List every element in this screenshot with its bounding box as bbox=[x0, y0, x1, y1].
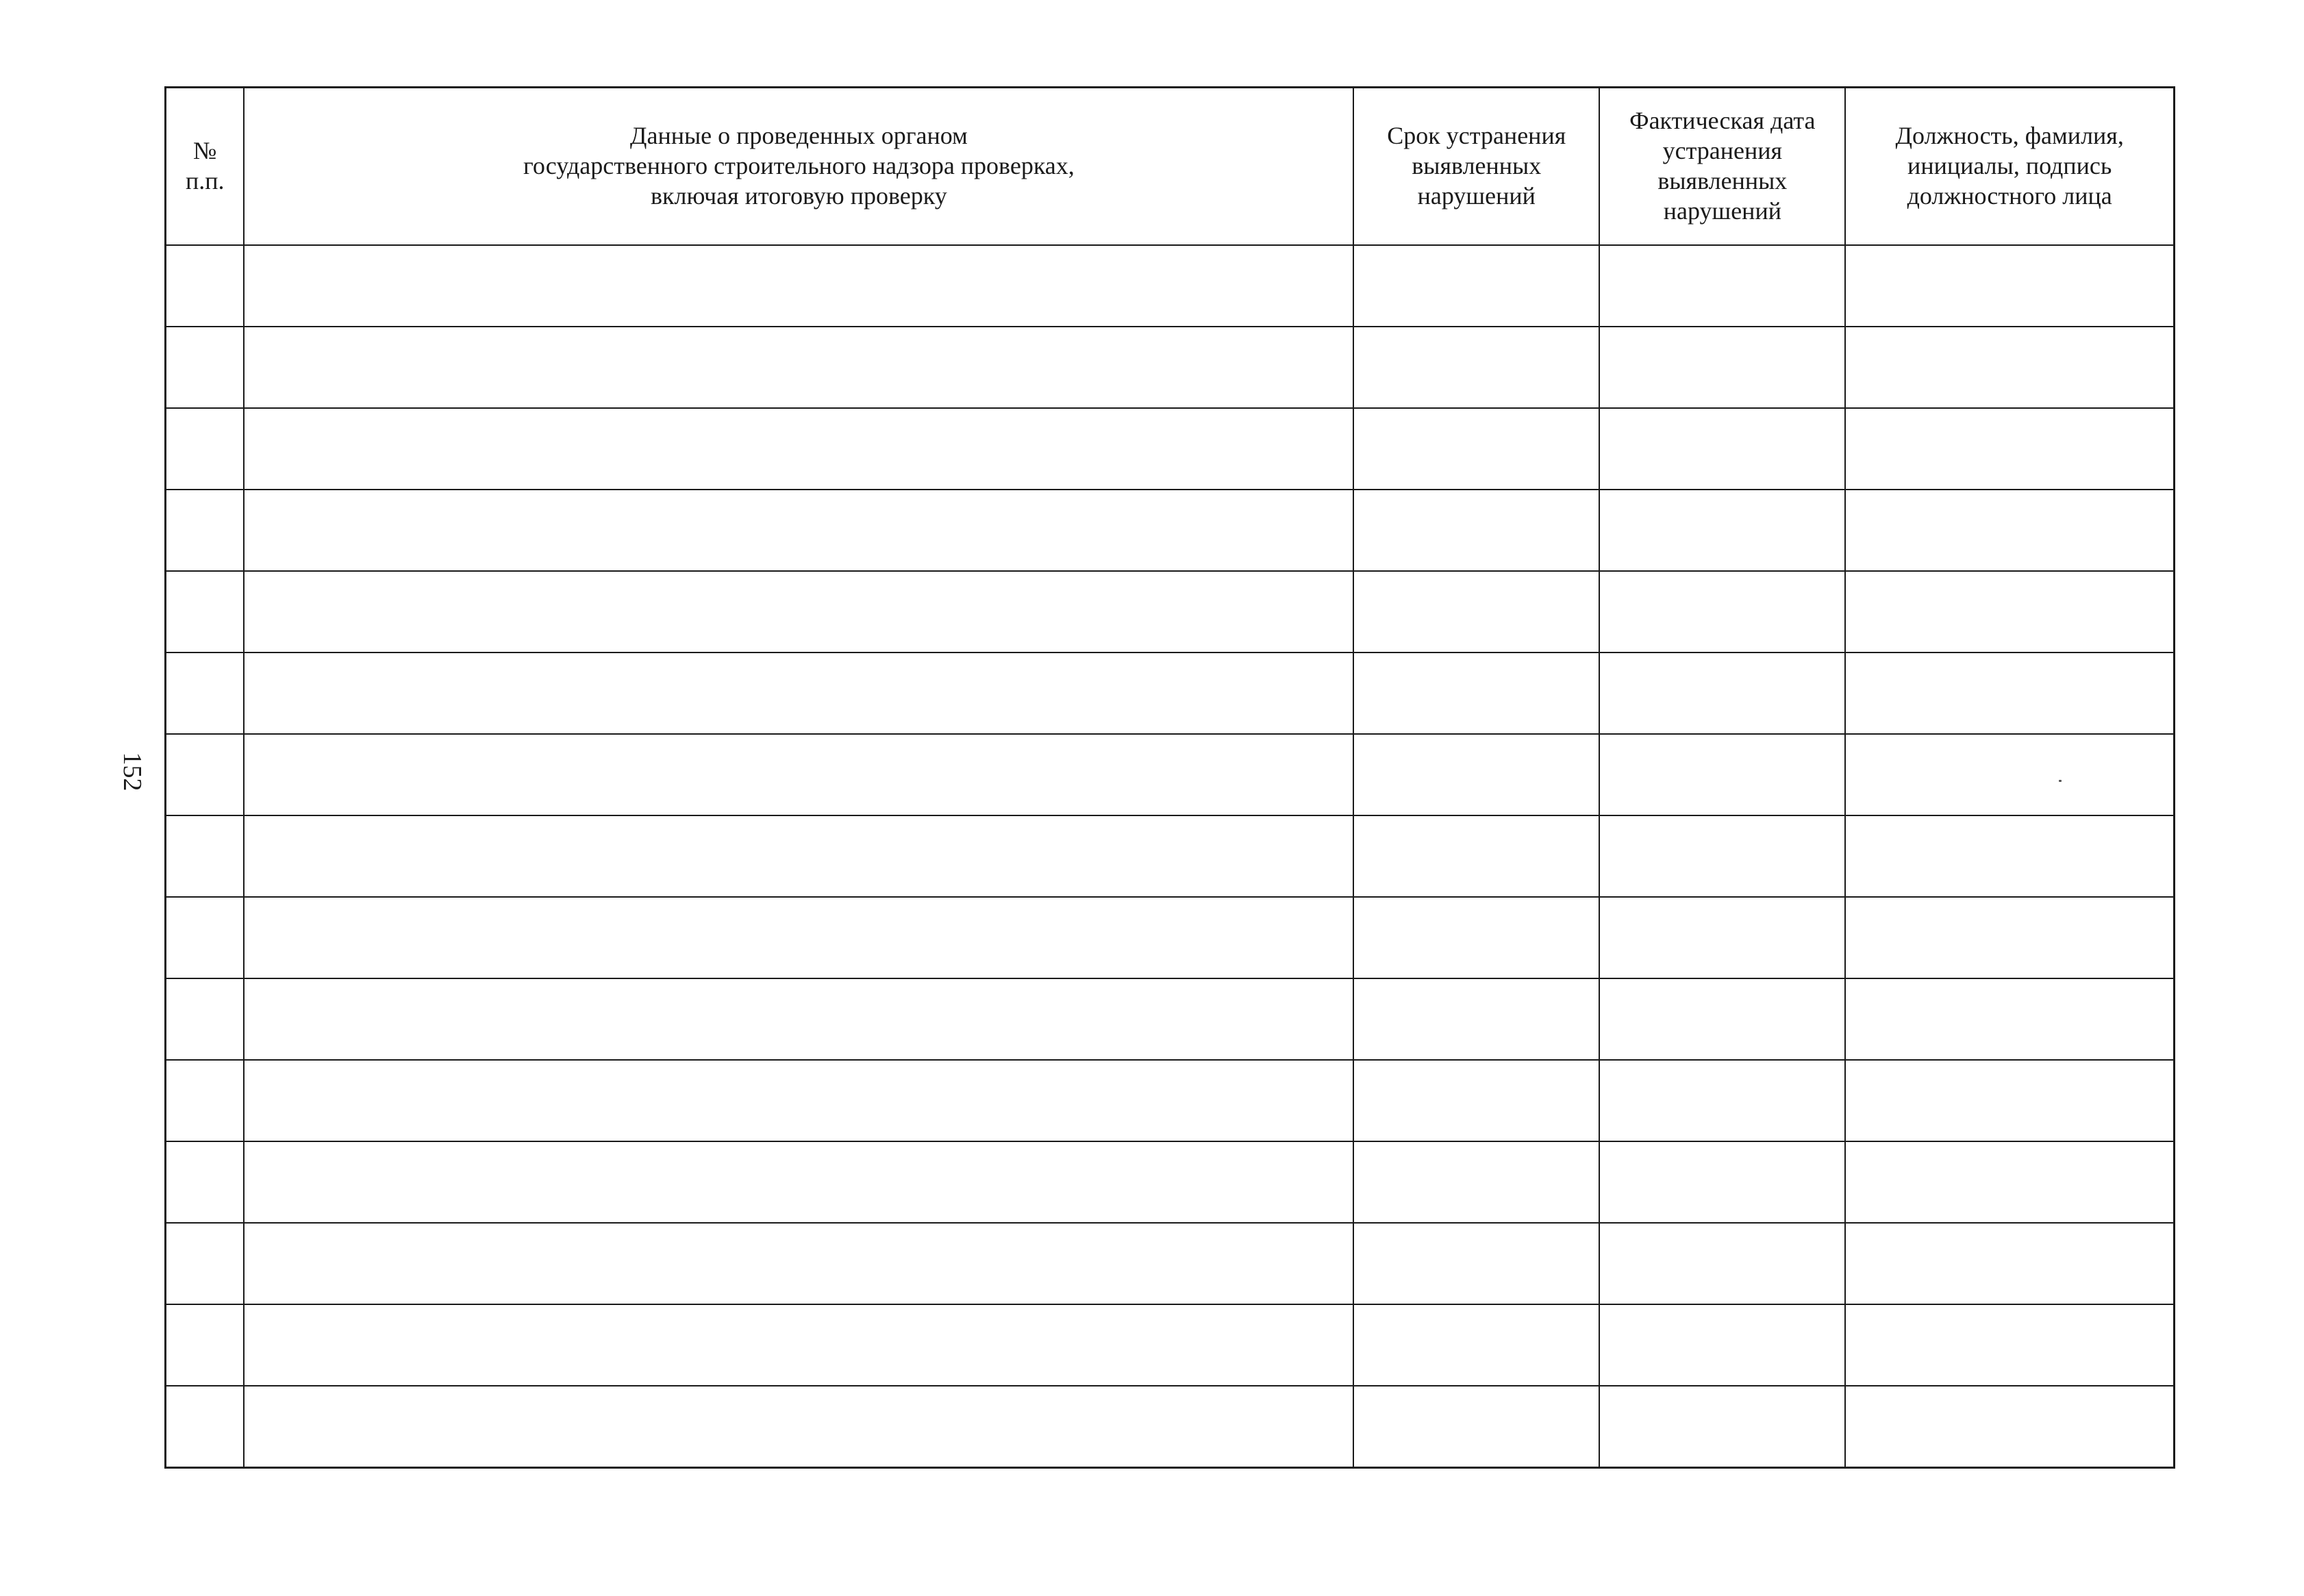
number-cell[interactable] bbox=[166, 897, 245, 978]
page-number: 152 bbox=[118, 752, 147, 791]
number-cell[interactable] bbox=[166, 1060, 245, 1141]
official-cell[interactable] bbox=[1845, 408, 2174, 490]
official-cell[interactable] bbox=[1845, 653, 2174, 734]
actual-date-cell[interactable] bbox=[1599, 490, 1845, 571]
deadline-cell[interactable] bbox=[1353, 1060, 1599, 1141]
inspection-data-cell[interactable] bbox=[244, 978, 1353, 1060]
deadline-cell[interactable] bbox=[1353, 653, 1599, 734]
inspection-data-cell[interactable] bbox=[244, 815, 1353, 897]
deadline-cell[interactable] bbox=[1353, 490, 1599, 571]
number-cell[interactable] bbox=[166, 490, 245, 571]
table-row bbox=[166, 1304, 2175, 1386]
actual-date-cell[interactable] bbox=[1599, 653, 1845, 734]
header-deadline bbox=[1353, 88, 1599, 246]
deadline-cell[interactable] bbox=[1353, 327, 1599, 408]
inspection-data-cell[interactable] bbox=[244, 1304, 1353, 1386]
inspection-data-cell[interactable] bbox=[244, 571, 1353, 653]
table-row bbox=[166, 1141, 2175, 1223]
table-row bbox=[166, 327, 2175, 408]
number-cell[interactable] bbox=[166, 1141, 245, 1223]
actual-date-cell[interactable] bbox=[1599, 408, 1845, 490]
table-row bbox=[166, 978, 2175, 1060]
official-cell[interactable] bbox=[1845, 490, 2174, 571]
actual-date-cell[interactable] bbox=[1599, 1060, 1845, 1141]
number-cell[interactable] bbox=[166, 1304, 245, 1386]
actual-date-cell[interactable] bbox=[1599, 734, 1845, 815]
inspection-data-cell[interactable] bbox=[244, 653, 1353, 734]
deadline-cell[interactable] bbox=[1353, 1223, 1599, 1304]
official-cell[interactable] bbox=[1845, 815, 2174, 897]
table-row bbox=[166, 490, 2175, 571]
official-cell[interactable] bbox=[1845, 734, 2174, 815]
official-cell[interactable] bbox=[1845, 1223, 2174, 1304]
inspection-data-cell[interactable] bbox=[244, 1223, 1353, 1304]
number-cell[interactable] bbox=[166, 1223, 245, 1304]
table-row bbox=[166, 897, 2175, 978]
scan-speck bbox=[2059, 780, 2062, 782]
official-cell[interactable] bbox=[1845, 1060, 2174, 1141]
deadline-cell[interactable] bbox=[1353, 245, 1599, 327]
number-cell[interactable] bbox=[166, 408, 245, 490]
table-row bbox=[166, 408, 2175, 490]
official-cell[interactable] bbox=[1845, 1304, 2174, 1386]
actual-date-cell[interactable] bbox=[1599, 571, 1845, 653]
actual-date-cell[interactable] bbox=[1599, 1386, 1845, 1468]
number-cell[interactable] bbox=[166, 327, 245, 408]
deadline-cell[interactable] bbox=[1353, 1141, 1599, 1223]
actual-date-cell[interactable] bbox=[1599, 897, 1845, 978]
number-cell[interactable] bbox=[166, 571, 245, 653]
actual-date-cell[interactable] bbox=[1599, 327, 1845, 408]
table-row bbox=[166, 1386, 2175, 1468]
inspection-data-cell[interactable] bbox=[244, 408, 1353, 490]
deadline-cell[interactable] bbox=[1353, 897, 1599, 978]
header-inspections bbox=[244, 88, 1353, 246]
table-row bbox=[166, 571, 2175, 653]
number-cell[interactable] bbox=[166, 734, 245, 815]
table-row bbox=[166, 653, 2175, 734]
number-cell[interactable] bbox=[166, 978, 245, 1060]
header-inspections-label: Данные о проведенных органом государственного строительного надзора проверках, включая итоговую проверку bbox=[523, 122, 1075, 210]
official-cell[interactable] bbox=[1845, 1141, 2174, 1223]
official-cell[interactable] bbox=[1845, 978, 2174, 1060]
deadline-cell[interactable] bbox=[1353, 408, 1599, 490]
inspection-data-cell[interactable] bbox=[244, 1386, 1353, 1468]
table-header bbox=[166, 88, 2175, 246]
header-deadline-label: Срок устранения выявленных нарушений bbox=[1387, 122, 1566, 210]
number-cell[interactable] bbox=[166, 1386, 245, 1468]
deadline-cell[interactable] bbox=[1353, 571, 1599, 653]
actual-date-cell[interactable] bbox=[1599, 245, 1845, 327]
number-cell[interactable] bbox=[166, 245, 245, 327]
inspection-data-cell[interactable] bbox=[244, 1141, 1353, 1223]
official-cell[interactable] bbox=[1845, 1386, 2174, 1468]
header-actual-date-label: Фактическая дата устранения выявленных нарушений bbox=[1629, 107, 1816, 225]
official-cell[interactable] bbox=[1845, 327, 2174, 408]
actual-date-cell[interactable] bbox=[1599, 1141, 1845, 1223]
table-row bbox=[166, 245, 2175, 327]
deadline-cell[interactable] bbox=[1353, 734, 1599, 815]
number-cell[interactable] bbox=[166, 653, 245, 734]
actual-date-cell[interactable] bbox=[1599, 1223, 1845, 1304]
inspection-data-cell[interactable] bbox=[244, 245, 1353, 327]
table-row bbox=[166, 734, 2175, 815]
table-row bbox=[166, 1060, 2175, 1141]
header-actual-date bbox=[1599, 88, 1845, 246]
official-cell[interactable] bbox=[1845, 571, 2174, 653]
table-body bbox=[166, 245, 2175, 1468]
inspection-log-table bbox=[164, 86, 2175, 1469]
table-row bbox=[166, 1223, 2175, 1304]
deadline-cell[interactable] bbox=[1353, 1386, 1599, 1468]
actual-date-cell[interactable] bbox=[1599, 1304, 1845, 1386]
number-cell[interactable] bbox=[166, 815, 245, 897]
actual-date-cell[interactable] bbox=[1599, 815, 1845, 897]
header-number bbox=[166, 88, 245, 246]
inspection-data-cell[interactable] bbox=[244, 1060, 1353, 1141]
actual-date-cell[interactable] bbox=[1599, 978, 1845, 1060]
header-official bbox=[1845, 88, 2174, 246]
header-number-label: № п.п. bbox=[185, 137, 225, 194]
table-row bbox=[166, 815, 2175, 897]
header-official-label: Должность, фамилия, инициалы, подпись должностного лица bbox=[1895, 122, 2124, 210]
inspection-data-cell[interactable] bbox=[244, 490, 1353, 571]
deadline-cell[interactable] bbox=[1353, 815, 1599, 897]
header-row bbox=[166, 88, 2175, 246]
deadline-cell[interactable] bbox=[1353, 1304, 1599, 1386]
inspection-data-cell[interactable] bbox=[244, 897, 1353, 978]
inspection-data-cell[interactable] bbox=[244, 327, 1353, 408]
official-cell[interactable] bbox=[1845, 245, 2174, 327]
deadline-cell[interactable] bbox=[1353, 978, 1599, 1060]
official-cell[interactable] bbox=[1845, 897, 2174, 978]
inspection-data-cell[interactable] bbox=[244, 734, 1353, 815]
